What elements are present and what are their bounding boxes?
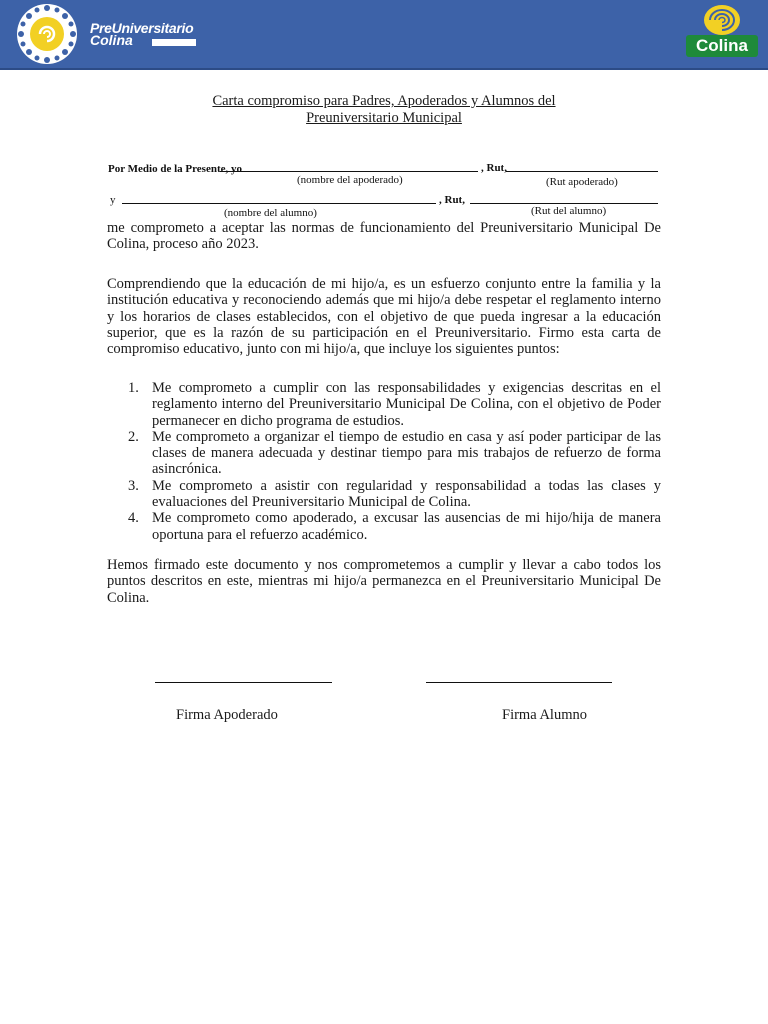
- form-rut-label-1: , Rut,: [481, 162, 507, 174]
- list-item-text: Me comprometo a organizar el tiempo de estudio en casa y así poder participar de las clases de manera adecuada y destinar tiempo para mis trabajos de refuerzo de forma asincrónica.: [152, 428, 661, 478]
- paragraph-acceptance: me comprometo a aceptar las normas de funcionamiento del Preuniversitario Municipal De Colina, proceso año 2023.: [107, 220, 661, 253]
- colina-logo: [684, 3, 760, 65]
- colina-logo-word: Colina: [686, 35, 758, 57]
- brand-bar: [152, 39, 196, 46]
- student-name-field[interactable]: [122, 203, 436, 204]
- guardian-name-field[interactable]: [220, 171, 478, 172]
- brand-line2: Colina: [90, 32, 133, 48]
- caption-student-name: (nombre del alumno): [224, 207, 317, 219]
- list-item-text: Me comprometo a cumplir con las responsabilidades y exigencias descritas en el reglamento interno del Preuniversitario Municipal De Colina, con el objetivo de Poder permanecer en dicho programa de estudios.: [152, 380, 661, 429]
- list-item: [107, 429, 661, 478]
- student-rut-field[interactable]: [470, 203, 658, 204]
- brand-wordmark: [90, 22, 193, 46]
- student-signature-label: Firma Alumno: [502, 707, 587, 723]
- list-item-text: Me comprometo a asistir con regularidad y responsabilidad a todas las clases y evaluaciones del Preuniversitario Municipal de Colina.: [152, 477, 661, 511]
- caption-student-rut: (Rut del alumno): [531, 205, 607, 217]
- caption-guardian-rut: (Rut apoderado): [546, 176, 618, 188]
- form-rut-label-2: , Rut,: [439, 194, 465, 206]
- title-line1: Carta compromiso para Padres, Apoderados y Alumnos del: [212, 93, 556, 109]
- preuniversitario-logo-icon: [8, 3, 86, 65]
- list-item-number: 3.: [128, 477, 139, 494]
- guardian-rut-field[interactable]: [506, 171, 658, 172]
- list-item-number: 1.: [128, 380, 139, 396]
- paragraph-commitment: Comprendiendo que la educación de mi hijo/a, es un esfuerzo conjunto entre la familia y la institución educativa y reconociendo además que mi hijo/a debe respetar el reglamento interno y los horarios de clases establecidos, con el objetivo de que pueda ingresar a la educación superior, que es la razón de su participación en el Preuniversitario. Firmo esta carta de compromiso educativo, junto con mi hijo/a, que incluye los siguientes puntos:: [107, 276, 661, 358]
- commitment-list: [107, 380, 661, 543]
- guardian-signature-line[interactable]: [155, 682, 332, 683]
- student-signature-line[interactable]: [426, 682, 612, 683]
- paragraph-closing: Hemos firmado este documento y nos comprometemos a cumplir y llevar a cabo todos los puntos descritos en este, mientras mi hijo/a permanezca en el Preuniversitario Municipal De Colina.: [107, 557, 661, 606]
- form-y-text: y: [110, 194, 116, 206]
- list-item-number: 4.: [128, 510, 139, 527]
- list-item-text: Me comprometo como apoderado, a excusar las ausencias de mi hijo/hija de manera oportuna para el refuerzo académico.: [152, 510, 661, 543]
- list-item: [107, 510, 661, 543]
- page-header: [0, 0, 768, 70]
- document-title: [140, 93, 628, 127]
- list-item: [107, 380, 661, 429]
- list-item-number: 2.: [128, 428, 139, 445]
- brand-line1: PreUniversitario: [90, 20, 194, 36]
- title-line2: Preuniversitario Municipal: [306, 110, 462, 126]
- list-item: [107, 478, 661, 511]
- form-lead-text: Por Medio de la Presente, yo: [108, 163, 243, 175]
- sun-spiral-icon: [684, 3, 760, 37]
- guardian-signature-label: Firma Apoderado: [176, 707, 278, 723]
- caption-guardian-name: (nombre del apoderado): [297, 174, 403, 186]
